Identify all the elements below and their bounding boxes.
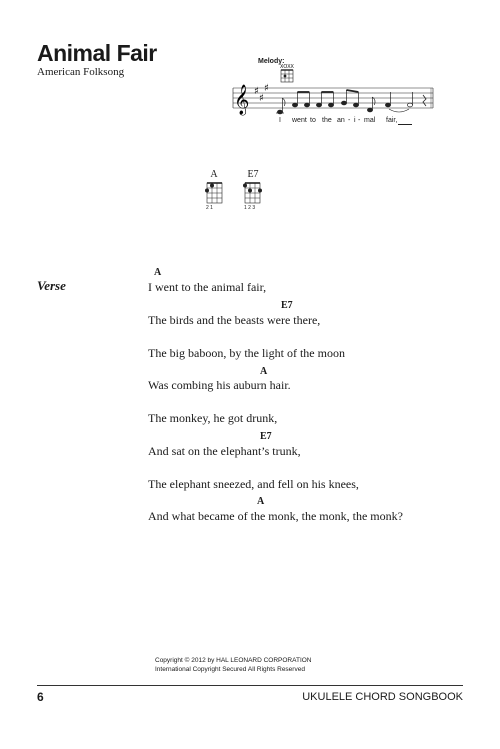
lyric-line: The big baboon, by the light of the moon: [148, 346, 345, 360]
melody-label: Melody:: [258, 58, 285, 65]
string-marks: XOXX: [280, 64, 294, 70]
sharp-icon: ♯: [259, 93, 264, 104]
page-number: 6: [37, 690, 44, 704]
lyric-line: I went to the animal fair,: [148, 280, 267, 294]
melody-lyric: to: [310, 117, 316, 124]
melody-lyric: -: [348, 117, 351, 124]
chord-diagram-a: [205, 181, 225, 205]
melody-lyric: the: [322, 117, 332, 124]
lyric-line: The elephant sneezed, and fell on his knees,: [148, 477, 359, 491]
melody-lyric: I: [279, 117, 281, 124]
footer-divider: [37, 685, 463, 686]
song-subtitle: American Folksong: [37, 66, 125, 78]
melody-chord-box: [280, 64, 295, 82]
chord-diagram-name: A: [210, 169, 218, 180]
lyric-chord: A: [260, 366, 268, 377]
lyric-line: The birds and the beasts were there,: [148, 313, 321, 327]
melody-lyric: went: [292, 117, 307, 124]
lyric-line: And sat on the elephant’s trunk,: [148, 444, 301, 458]
melody-lyric: -: [358, 117, 361, 124]
melody-lyric: fair,: [386, 117, 398, 124]
lyric-chord: A: [257, 496, 265, 507]
chord-diagram-e7: [243, 181, 263, 205]
copyright-line: Copyright © 2012 by HAL LEONARD CORPORATION: [155, 657, 312, 664]
copyright-line: International Copyright Secured All Rights Reserved: [155, 666, 305, 673]
lyric-line: Was combing his auburn hair.: [148, 378, 291, 392]
chord-fingering: 2 1: [206, 205, 213, 211]
melody-lyric: i: [354, 117, 356, 124]
section-label: Verse: [37, 278, 66, 293]
treble-clef-icon: 𝄞: [234, 85, 250, 115]
lyric-line: The monkey, he got drunk,: [148, 411, 278, 425]
melody-staff: [228, 62, 448, 124]
lyric-chord: E7: [260, 431, 272, 442]
melisma-line: [398, 124, 412, 125]
melody-lyric: an: [337, 117, 345, 124]
sharp-icon: ♯: [254, 86, 259, 97]
book-title: UKULELE CHORD SONGBOOK: [302, 691, 463, 703]
chord-diagram-name: E7: [247, 169, 259, 180]
lyric-chord: E7: [281, 300, 293, 311]
chord-fingering: 1 2 3: [244, 205, 256, 211]
melody-notes: [276, 90, 426, 114]
song-title: Animal Fair: [37, 40, 157, 66]
copyright-notice: [155, 656, 312, 674]
lyric-chord: A: [154, 267, 162, 278]
sharp-icon: ♯: [264, 83, 269, 94]
melody-lyric: mal: [364, 117, 376, 124]
lyric-line: And what became of the monk, the monk, the monk?: [148, 509, 403, 523]
